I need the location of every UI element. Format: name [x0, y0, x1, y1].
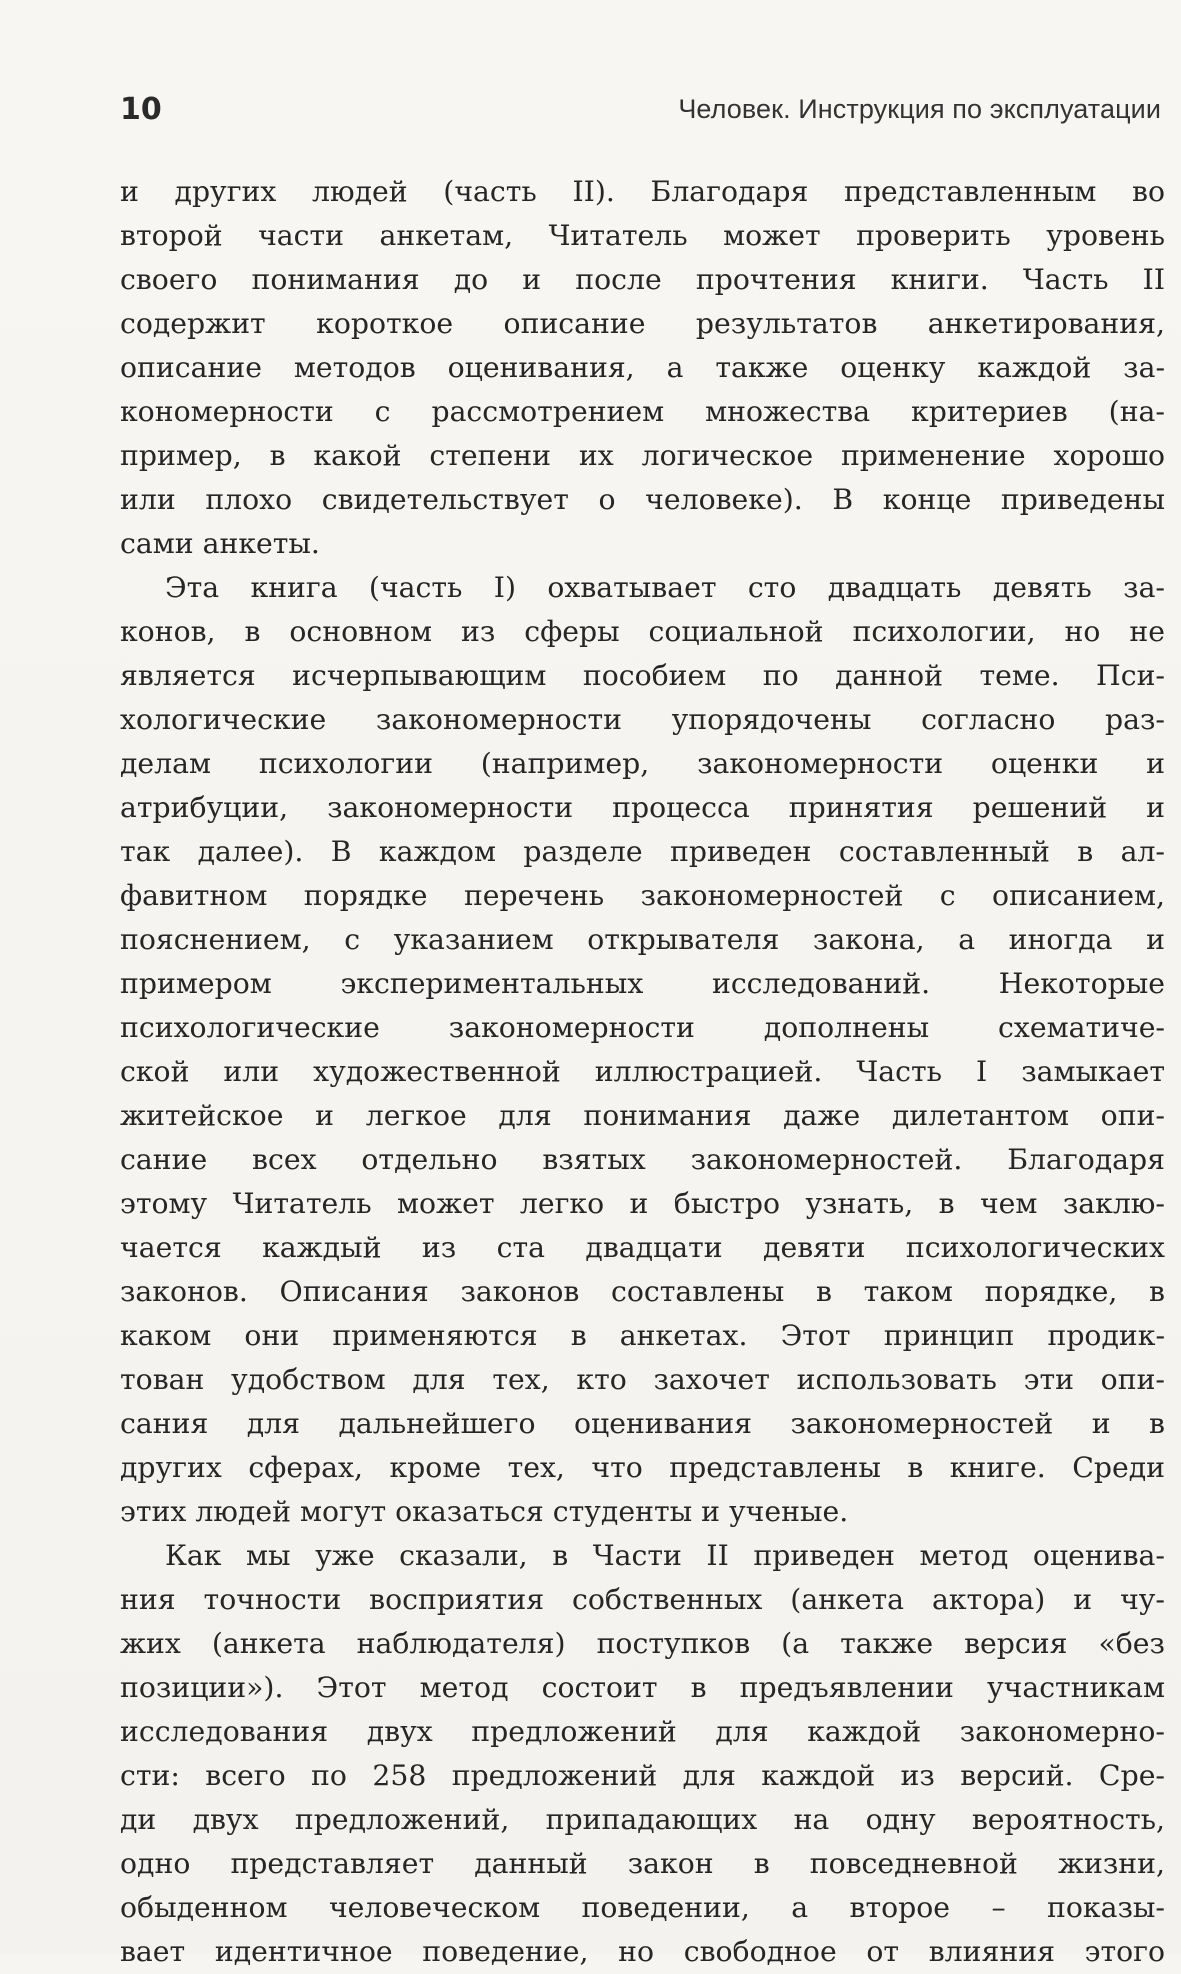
text-line: хологические закономерности упорядочены согласно раз- — [120, 703, 1165, 736]
text-line: пояснением, с указанием открывателя закона, а иногда и — [120, 923, 1165, 956]
text-line: сти: всего по 258 предложений для каждой из версий. Сре- — [120, 1759, 1165, 1792]
text-line: чается каждый из ста двадцати девяти психологических — [120, 1231, 1165, 1264]
text-line: ди двух предложений, припадающих на одну вероятность, — [120, 1803, 1165, 1836]
text-line: сание всех отдельно взятых закономерностей. Благодаря — [120, 1143, 1165, 1176]
text-line: вает идентичное поведение, но свободное от влияния этого — [120, 1935, 1165, 1968]
text-line: законов. Описания законов составлены в таком порядке, в — [120, 1275, 1165, 1308]
text-line: обыденном человеческом поведении, а второе – показы- — [120, 1891, 1165, 1924]
text-line: кономерности с рассмотрением множества критериев (на- — [120, 395, 1165, 428]
text-line: Как мы уже сказали, в Части II приведен метод оценива- — [165, 1539, 1165, 1572]
text-line: каком они применяются в анкетах. Этот принцип продик- — [120, 1319, 1165, 1352]
body-text — [120, 170, 1165, 1974]
text-line: содержит короткое описание результатов анкетирования, — [120, 307, 1165, 340]
text-line: одно представляет данный закон в повседневной жизни, — [120, 1847, 1165, 1880]
text-line: или плохо свидетельствует о человеке). В конце приведены — [120, 483, 1165, 516]
text-line: пример, в какой степени их логическое применение хорошо — [120, 439, 1165, 472]
text-line: так далее). В каждом разделе приведен составленный в ал- — [120, 835, 1165, 868]
text-line: тован удобством для тех, кто захочет использовать эти опи- — [120, 1363, 1165, 1396]
text-line: ния точности восприятия собственных (анкета актора) и чу- — [120, 1583, 1165, 1616]
page-header — [120, 92, 1161, 126]
text-line: своего понимания до и после прочтения книги. Часть II — [120, 263, 1165, 296]
text-line: ской или художественной иллюстрацией. Часть I замыкает — [120, 1055, 1165, 1088]
text-line: Эта книга (часть I) охватывает сто двадцать девять за- — [165, 571, 1165, 604]
text-line: конов, в основном из сферы социальной психологии, но не — [120, 615, 1165, 648]
text-line: сами анкеты. — [120, 527, 320, 560]
text-line: примером экспериментальных исследований. Некоторые — [120, 967, 1165, 1000]
text-line: исследования двух предложений для каждой закономерно- — [120, 1715, 1165, 1748]
text-line: и других людей (часть II). Благодаря представленным во — [120, 175, 1165, 208]
text-line: сания для дальнейшего оценивания закономерностей и в — [120, 1407, 1165, 1440]
text-line: делам психологии (например, закономерности оценки и — [120, 747, 1165, 780]
text-line: является исчерпывающим пособием по данной теме. Пси- — [120, 659, 1165, 692]
text-line: этому Читатель может легко и быстро узнать, в чем заклю- — [120, 1187, 1165, 1220]
page-number: 10 — [120, 92, 162, 127]
text-line: психологические закономерности дополнены схематиче- — [120, 1011, 1165, 1044]
text-line: позиции»). Этот метод состоит в предъявлении участникам — [120, 1671, 1165, 1704]
text-line: атрибуции, закономерности процесса принятия решений и — [120, 791, 1165, 824]
text-line: этих людей могут оказаться студенты и ученые. — [120, 1495, 849, 1528]
text-line: второй части анкетам, Читатель может проверить уровень — [120, 219, 1165, 252]
text-line: житейское и легкое для понимания даже дилетантом опи- — [120, 1099, 1165, 1132]
running-title: Человек. Инструкция по эксплуатации — [678, 94, 1161, 124]
text-line: фавитном порядке перечень закономерностей с описанием, — [120, 879, 1165, 912]
text-line: жих (анкета наблюдателя) поступков (а также версия «без — [120, 1627, 1165, 1660]
text-line: описание методов оценивания, а также оценку каждой за- — [120, 351, 1165, 384]
text-line: других сферах, кроме тех, что представлены в книге. Среди — [120, 1451, 1165, 1484]
